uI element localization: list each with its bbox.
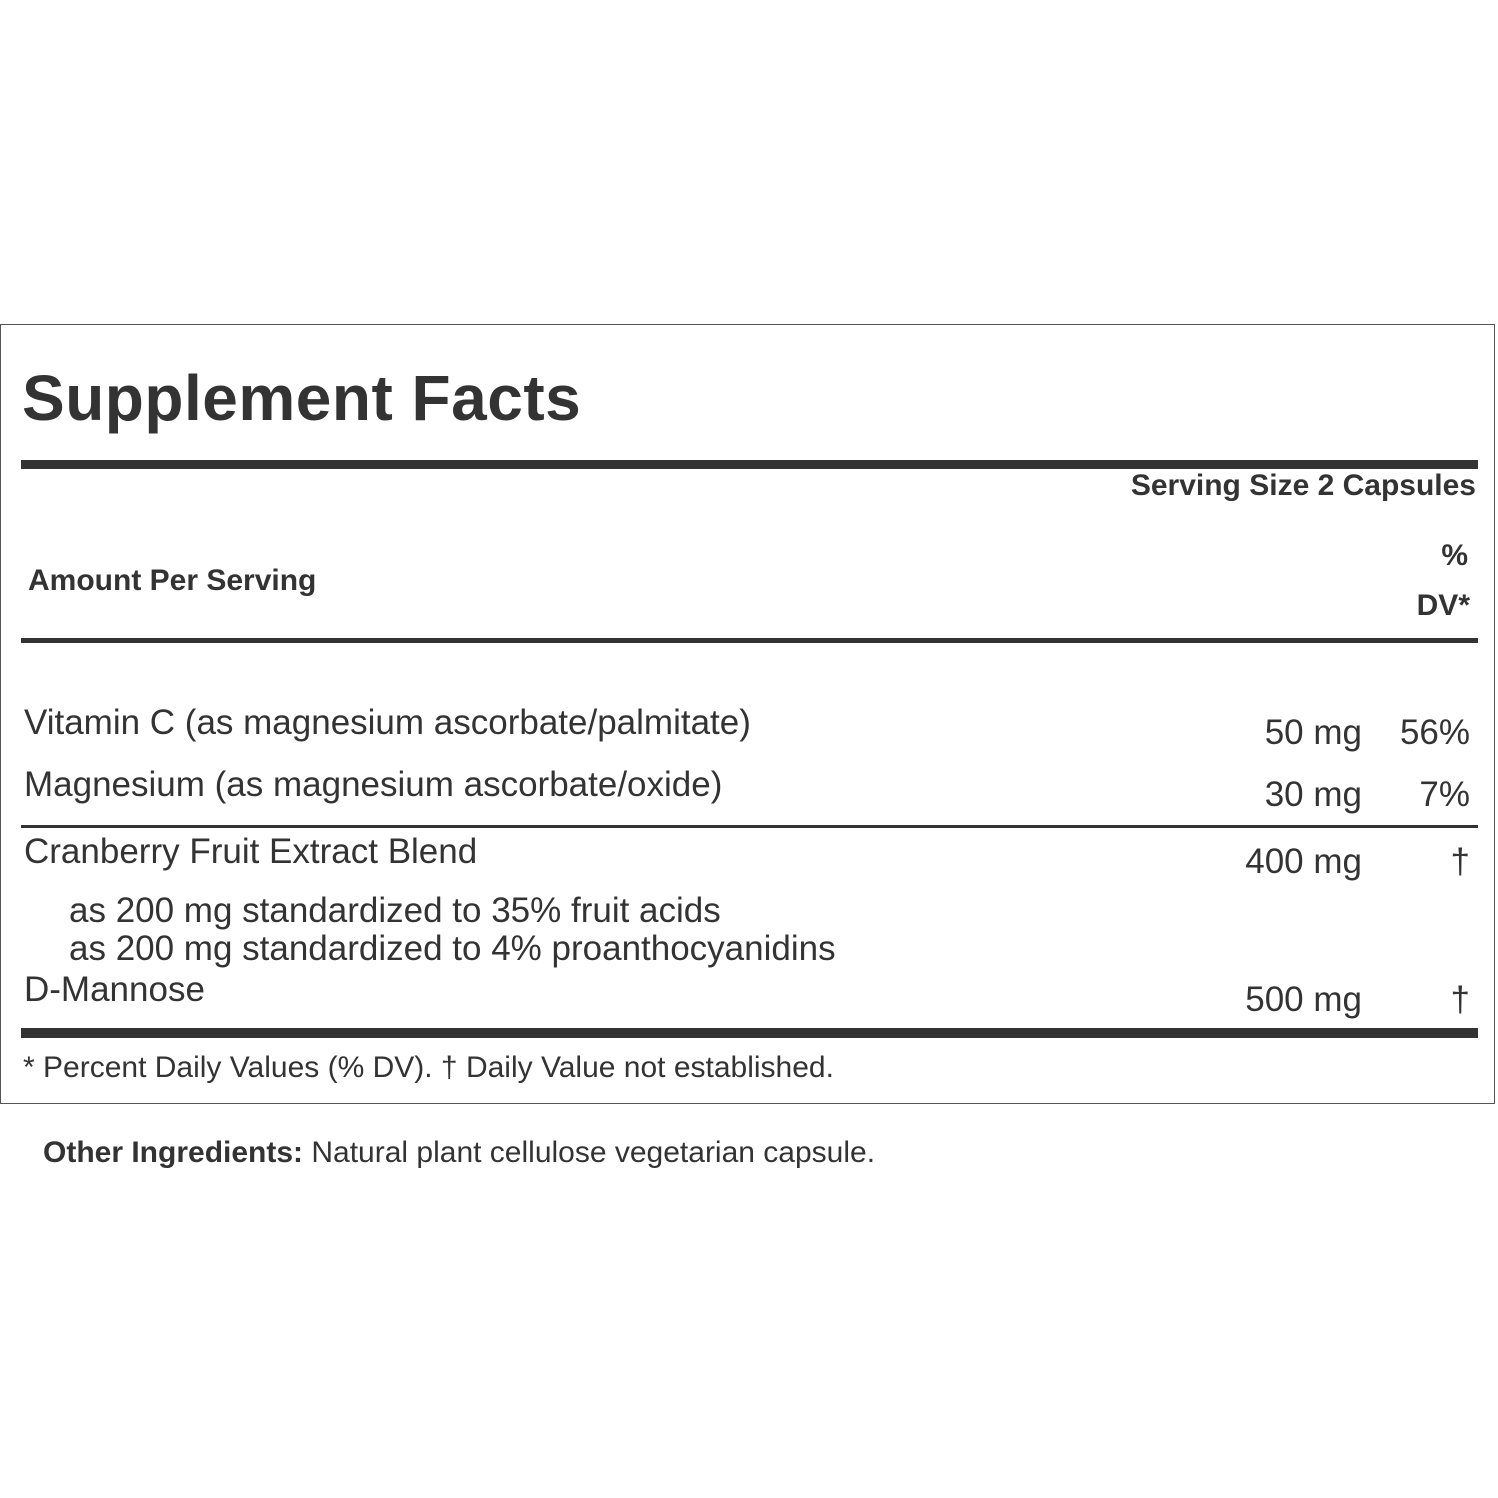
other-ingredients: [43, 1136, 875, 1170]
nutrient-name: Magnesium (as magnesium ascorbate/oxide): [24, 765, 723, 804]
nutrient-dv: †: [1450, 842, 1470, 881]
nutrient-dv: 7%: [1419, 775, 1470, 814]
divider-header: [21, 638, 1478, 643]
nutrient-amount: 50 mg: [1264, 713, 1362, 752]
amount-per-serving-header: Amount Per Serving: [28, 564, 317, 597]
nutrient-dv: 56%: [1399, 713, 1470, 752]
footnote: * Percent Daily Values (% DV). † Daily Value not established.: [23, 1051, 834, 1084]
nutrient-name: Cranberry Fruit Extract Blend: [24, 832, 478, 871]
other-ingredients-text: Natural plant cellulose vegetarian capsule.: [303, 1136, 876, 1169]
nutrient-amount: 500 mg: [1245, 980, 1362, 1019]
nutrient-amount: 30 mg: [1264, 775, 1362, 814]
blend-sub-item: as 200 mg standardized to 35% fruit acids: [69, 891, 721, 930]
other-ingredients-label: Other Ingredients:: [43, 1136, 304, 1169]
nutrient-dv: †: [1450, 980, 1470, 1019]
blend-sub-item: as 200 mg standardized to 4% proanthocyanidins: [69, 929, 836, 968]
serving-size: Serving Size 2 Capsules: [1130, 469, 1476, 502]
nutrient-name: Vitamin C (as magnesium ascorbate/palmitate): [24, 703, 751, 742]
nutrient-amount: 400 mg: [1245, 842, 1362, 881]
divider-thin: [21, 825, 1478, 828]
divider-bottom: [21, 1028, 1478, 1038]
divider-thick: [21, 460, 1478, 469]
dv-header-percent: %: [1441, 539, 1468, 572]
dv-header-label: DV*: [1416, 589, 1470, 622]
supplement-facts-panel: [0, 324, 1495, 1104]
panel-title: Supplement Facts: [22, 362, 582, 434]
nutrient-name: D-Mannose: [24, 970, 205, 1009]
